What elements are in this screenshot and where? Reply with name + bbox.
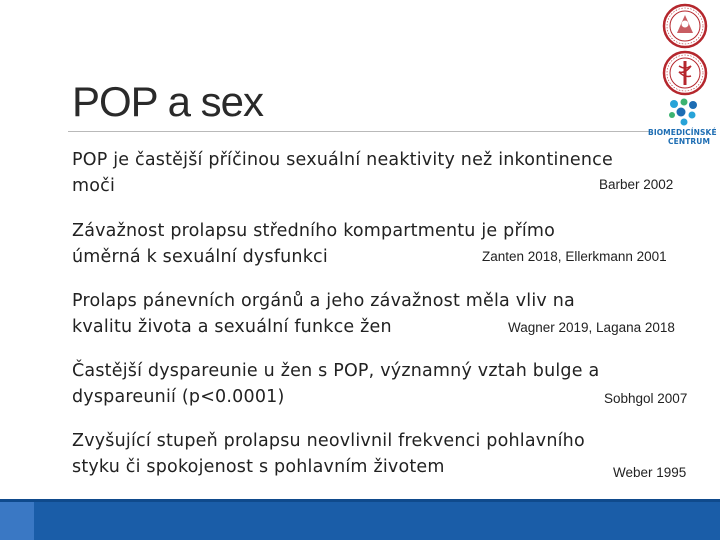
item-text-line-1: Závažnost prolapsu středního kompartmentu je přímo: [72, 221, 556, 241]
item-text-line-2: moči: [72, 176, 116, 196]
citation: Sobhgol 2007: [604, 391, 688, 406]
biomedical-center-label: [648, 128, 718, 146]
item-text-line-1: POP je častější příčinou sexuální neaktivity než inkontinence: [72, 150, 613, 170]
university-seal-icon: [662, 3, 708, 49]
biomedical-center-logo-icon: [664, 98, 710, 128]
item-text-line-2: dyspareunií (p<0.0001): [72, 387, 285, 407]
citation: Wagner 2019, Lagana 2018: [508, 320, 675, 335]
biomed-line-2: CENTRUM: [668, 137, 711, 146]
faculty-seal-icon: [662, 50, 708, 96]
item-text-line-2: úměrná k sexuální dysfunkci: [72, 247, 328, 267]
slide-title: POP a sex: [72, 78, 263, 125]
footer-bar: [0, 499, 720, 540]
biomed-line-1: BIOMEDICÍNSKÉ: [648, 128, 717, 137]
title-divider: [68, 131, 650, 132]
item-text-line-1: Zvyšující stupeň prolapsu neovlivnil frekvenci pohlavního: [72, 431, 585, 451]
item-text-line-2: styku či spokojenost s pohlavním životem: [72, 457, 445, 477]
item-text-line-1: Častější dyspareunie u žen s POP, významný vztah bulge a: [72, 361, 600, 381]
citation: Zanten 2018, Ellerkmann 2001: [482, 249, 667, 264]
footer-stripe: [0, 499, 720, 502]
citation: Barber 2002: [599, 177, 674, 192]
footer-accent: [0, 499, 34, 540]
item-text-line-1: Prolaps pánevních orgánů a jeho závažnost měla vliv na: [72, 291, 575, 311]
citation: Weber 1995: [613, 465, 687, 480]
item-text-line-2: kvalitu života a sexuální funkce žen: [72, 317, 392, 337]
